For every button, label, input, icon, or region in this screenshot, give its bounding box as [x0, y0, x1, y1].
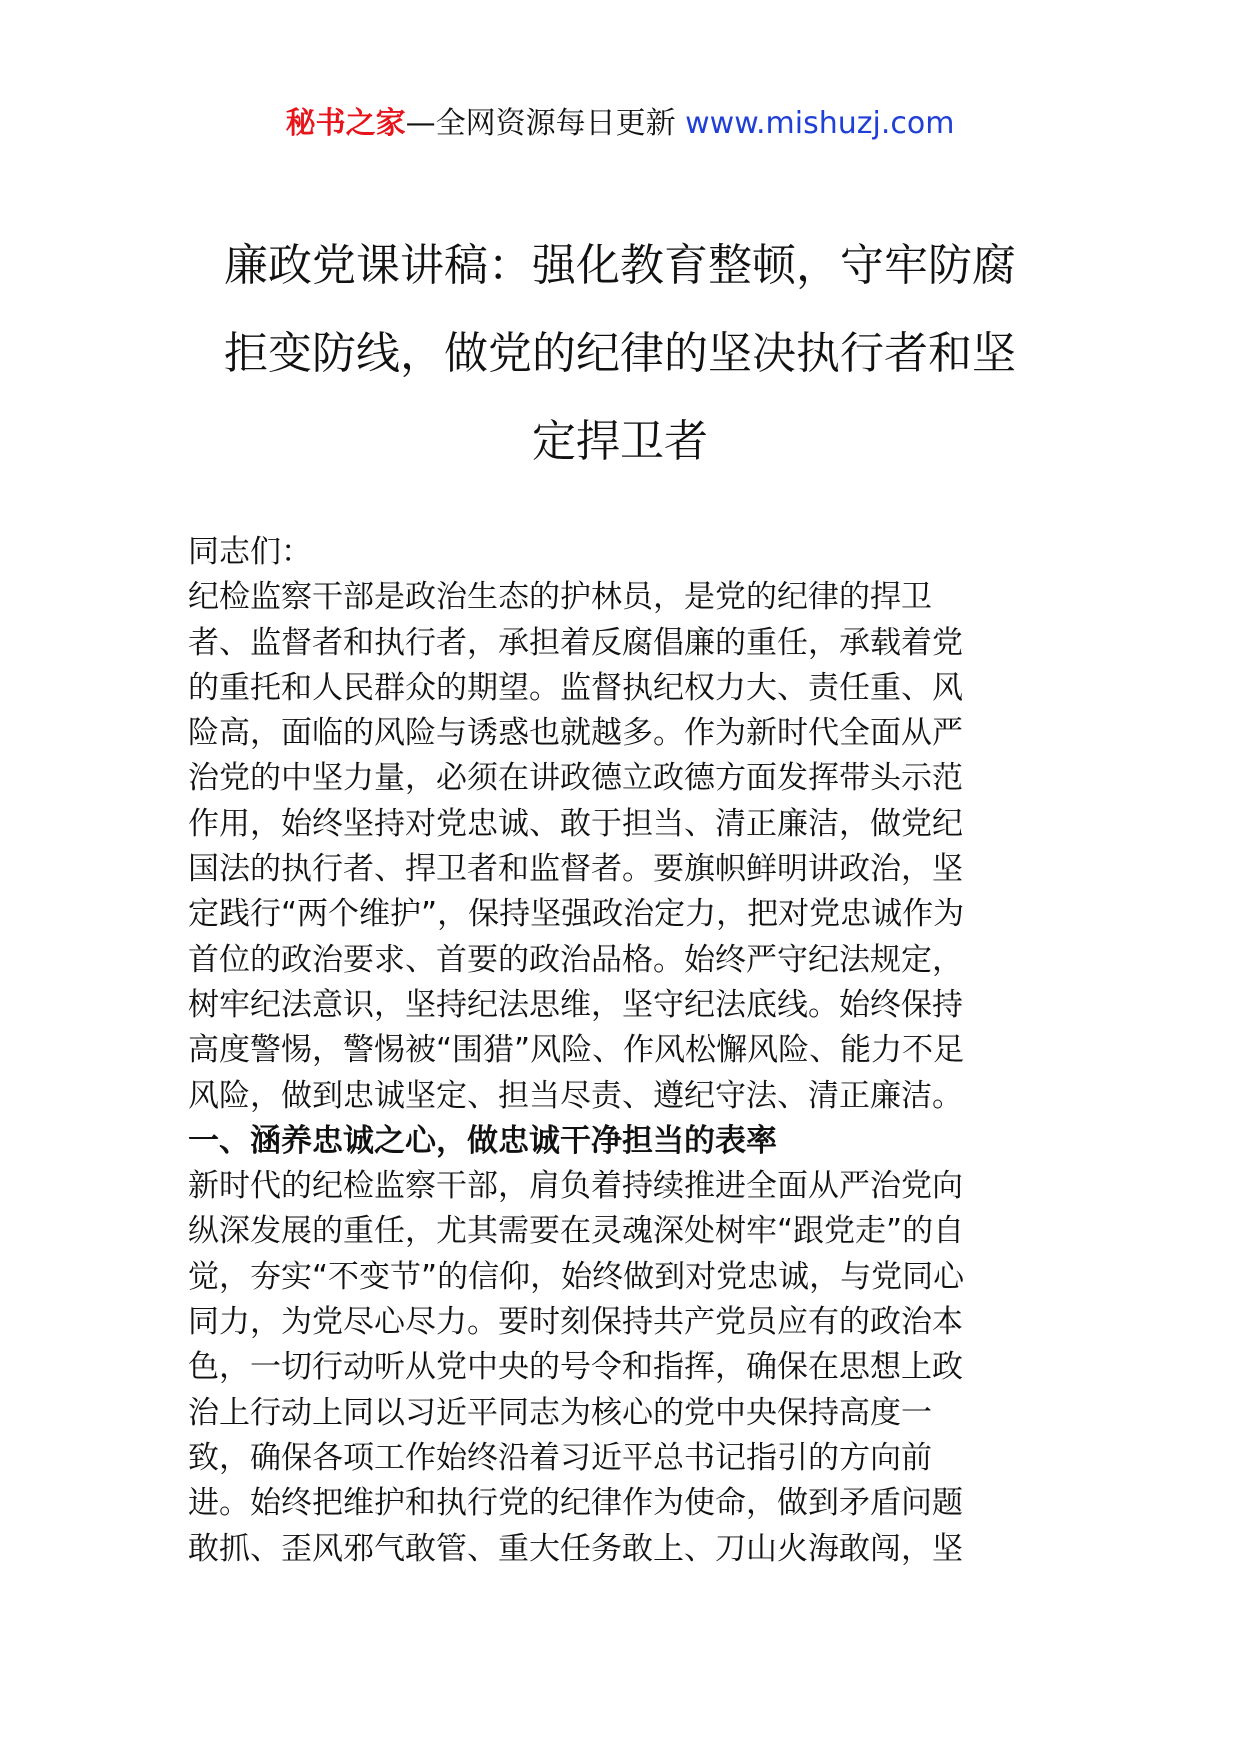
body-line: 纪检监察干部是政治生态的护林员，是党的纪律的捍卫: [188, 579, 932, 616]
body-line: 觉，夯实“不变节”的信仰，始终做到对党忠诚，与党同心: [188, 1258, 965, 1295]
body-line: 色，一切行动听从党中央的号令和指挥，确保在思想上政: [188, 1349, 963, 1386]
title-line: 定捍卫者: [532, 416, 708, 467]
body-line: 的重托和人民群众的期望。监督执纪权力大、责任重、风: [188, 669, 963, 706]
body-line: 新时代的纪检监察干部，肩负着持续推进全面从严治党向: [188, 1168, 963, 1205]
site-brand: 秘书之家: [285, 106, 406, 141]
body-line: 国法的执行者、捍卫者和监督者。要旗帜鲜明讲政治，坚: [188, 851, 963, 888]
body-line: 作用，始终坚持对党忠诚、敢于担当、清正廉洁，做党纪: [188, 805, 963, 842]
body-line: 进。始终把维护和执行党的纪律作为使命，做到矛盾问题: [188, 1485, 963, 1522]
body-line: 同力，为党尽心尽力。要时刻保持共产党员应有的政治本: [188, 1304, 963, 1341]
body-line: 敢抓、歪风邪气敢管、重大任务敢上、刀山火海敢闯，坚: [188, 1530, 963, 1567]
body-line: 纵深发展的重任，尤其需要在灵魂深处树牢“跟党走”的自: [188, 1213, 965, 1250]
document-title: [150, 222, 1090, 486]
site-header: [0, 104, 1240, 144]
body-line: 首位的政治要求、首要的政治品格。始终严守纪法规定，: [188, 941, 963, 978]
body-line: 治上行动上同以习近平同志为核心的党中央保持高度一: [188, 1394, 932, 1431]
body-line: 定践行“两个维护”，保持坚强政治定力，把对党忠诚作为: [188, 896, 965, 933]
title-line: 廉政党课讲稿：强化教育整顿，守牢防腐: [224, 240, 1016, 291]
body-line: 致，确保各项工作始终沿着习近平总书记指引的方向前: [188, 1439, 932, 1476]
salutation: 同志们：: [188, 534, 312, 570]
title-line: 拒变防线，做党的纪律的坚决执行者和坚: [224, 328, 1016, 379]
section-heading: 一、涵养忠诚之心，做忠诚干净担当的表率: [188, 1122, 777, 1159]
document-body: [188, 530, 1068, 1572]
body-line: 者、监督者和执行者，承担着反腐倡廉的重任，承载着党: [188, 624, 963, 661]
body-line: 树牢纪法意识，坚持纪法思维，坚守纪法底线。始终保持: [188, 986, 963, 1023]
site-tagline: —全网资源每日更新: [405, 106, 686, 141]
body-line: 高度警惕，警惕被“围猎”风险、作风松懈风险、能力不足: [188, 1032, 965, 1069]
body-line: 风险，做到忠诚坚定、担当尽责、遵纪守法、清正廉洁。: [188, 1077, 963, 1114]
body-line: 险高，面临的风险与诱惑也就越多。作为新时代全面从严: [188, 715, 963, 752]
site-url-link[interactable]: www.mishuzj.com: [685, 106, 955, 141]
body-line: 治党的中坚力量，必须在讲政德立政德方面发挥带头示范: [188, 760, 963, 797]
